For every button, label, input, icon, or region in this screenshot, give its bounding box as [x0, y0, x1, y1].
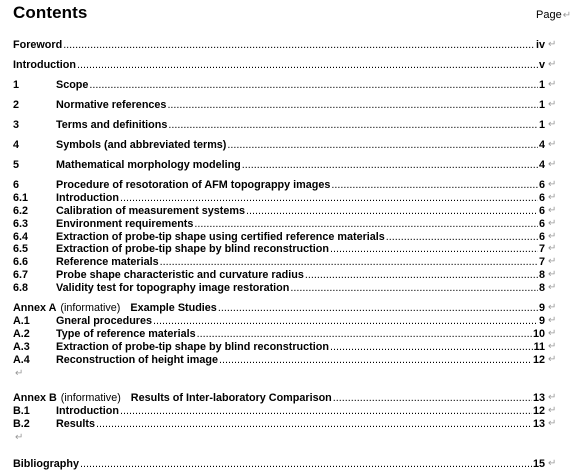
paragraph-mark-icon: ↵	[548, 243, 557, 254]
toc-entry-title: Type of reference materials	[56, 328, 196, 340]
toc-entry-page-number: 12	[532, 405, 545, 417]
toc-entry[interactable]	[13, 418, 545, 431]
toc-entry-number: 1	[13, 79, 20, 91]
toc-entry-title: Procedure of resotoration of AFM topograppy images	[56, 179, 331, 191]
paragraph-mark-icon: ↵	[548, 231, 557, 242]
toc-entry[interactable]	[13, 315, 545, 328]
dot-leader	[290, 282, 538, 295]
dot-leader	[153, 315, 538, 328]
dot-leader	[80, 458, 532, 471]
paragraph-mark-icon: ↵	[548, 315, 557, 326]
toc-entry[interactable]	[13, 179, 545, 192]
toc-entry[interactable]	[13, 218, 545, 231]
paragraph-mark-icon: ↵	[548, 282, 557, 293]
toc-entry-title: Reconstruction of height image	[56, 354, 218, 366]
toc-entry[interactable]	[13, 159, 545, 172]
page-column-label: Page↵	[536, 9, 571, 21]
paragraph-mark-icon: ↵	[548, 341, 557, 352]
toc-entry[interactable]	[13, 282, 545, 295]
toc-entry-number: 6.3	[13, 218, 29, 230]
toc-entry-page-number: 7	[538, 256, 545, 268]
toc-entry[interactable]	[13, 205, 545, 218]
toc-entry-page-number: 1	[538, 99, 545, 111]
toc-entry-page-number: 6	[538, 179, 545, 191]
paragraph-mark-icon: ↵	[548, 39, 557, 50]
toc-entry-informative-tag: (informative)	[60, 392, 121, 404]
toc-entry-number: 6.7	[13, 269, 29, 281]
dot-leader	[218, 302, 538, 315]
toc-entry-title: Extraction of probe-tip shape using certified reference materials	[56, 231, 385, 243]
toc-entry-page-number: 1	[538, 119, 545, 131]
toc-entry[interactable]	[13, 59, 545, 72]
dot-leader	[330, 243, 538, 256]
toc-entry-page-number: 11	[533, 341, 545, 353]
dot-leader	[333, 392, 532, 405]
toc-entry-page-number: iv	[535, 39, 545, 51]
toc-entry-number: 6.5	[13, 243, 29, 255]
toc-entry-page-number: 6	[538, 218, 545, 230]
toc-entry-page-number: 13	[532, 418, 545, 430]
toc-entry-number: Annex B	[13, 392, 57, 404]
toc-entry-page-number: 7	[538, 243, 545, 255]
toc-entry[interactable]	[13, 302, 545, 315]
toc-entry[interactable]	[13, 256, 545, 269]
toc-entry-title: Introduction	[56, 405, 119, 417]
toc-entry[interactable]	[13, 269, 545, 282]
toc-entry-title: Reference materials	[56, 256, 159, 268]
toc-entry-page-number: 6	[538, 192, 545, 204]
paragraph-mark-icon: ↵	[548, 119, 557, 130]
toc-entry[interactable]	[13, 243, 545, 256]
toc-entry-page-number: 8	[538, 282, 545, 294]
paragraph-mark-icon: ↵	[548, 192, 557, 203]
dot-leader	[160, 256, 538, 269]
toc-entry-number: A.1	[13, 315, 30, 327]
toc-entry[interactable]	[13, 39, 545, 52]
paragraph-mark-icon: ↵	[548, 302, 557, 313]
toc-entry-title: Results	[56, 418, 96, 430]
dot-leader	[77, 59, 538, 72]
dot-leader	[194, 218, 538, 231]
dot-leader	[89, 79, 538, 92]
toc-entry-number: A.2	[13, 328, 30, 340]
toc-entry-number: Annex A	[13, 302, 57, 314]
toc-entry-number: 4	[13, 139, 20, 151]
dot-leader	[227, 139, 538, 152]
toc-entry-page-number: 6	[538, 205, 545, 217]
paragraph-mark-icon: ↵	[548, 139, 557, 150]
dot-leader	[246, 205, 538, 218]
paragraph-mark-icon: ↵	[548, 354, 557, 365]
dot-leader	[96, 418, 532, 431]
toc-entry-title: Probe shape characteristic and curvature radius	[56, 269, 304, 281]
paragraph-mark-icon: ↵	[548, 392, 557, 403]
toc-entry-number: B.2	[13, 418, 30, 430]
paragraph-mark-icon: ↵	[548, 256, 557, 267]
toc-entry-title: Extraction of probe-tip shape by blind reconstruction	[56, 341, 329, 353]
toc-entry-number: 6	[13, 179, 20, 191]
toc-entry-page-number: 4	[538, 139, 545, 151]
paragraph-mark-icon: ↵	[548, 269, 557, 280]
toc-entry-title: Environment requirements	[56, 218, 194, 230]
toc-entry-page-number: 1	[538, 79, 545, 91]
toc-entry[interactable]	[13, 328, 545, 341]
toc-entry-title: Results of Inter-laboratory Comparison	[130, 392, 332, 404]
paragraph-mark-icon: ↵	[15, 432, 24, 443]
toc-entry[interactable]	[13, 99, 545, 112]
paragraph-mark-icon: ↵	[548, 205, 557, 216]
paragraph-mark-icon: ↵	[548, 99, 557, 110]
toc-entry-page-number: 10	[532, 328, 545, 340]
toc-entry[interactable]	[13, 354, 545, 367]
toc-entry-page-number: 13	[532, 392, 545, 404]
toc-entry-title: Symbols (and abbreviated terms)	[56, 139, 227, 151]
toc-entry-number: 6.6	[13, 256, 29, 268]
toc-entry[interactable]	[13, 79, 545, 92]
paragraph-mark-icon: ↵	[548, 179, 557, 190]
paragraph-mark-icon: ↵	[548, 218, 557, 229]
toc-entry-page-number: 4	[538, 159, 545, 171]
toc-entry[interactable]	[13, 119, 545, 132]
toc-entry-title: Validity test for topography image restoration	[56, 282, 290, 294]
paragraph-mark-icon: ↵	[548, 405, 557, 416]
toc-entry-title: Introduction	[13, 59, 76, 71]
toc-entry-title: Foreword	[13, 39, 63, 51]
dot-leader	[219, 354, 532, 367]
dot-leader	[167, 99, 538, 112]
toc-entry-number: 3	[13, 119, 20, 131]
toc-entry-number: 5	[13, 159, 20, 171]
paragraph-mark-icon: ↵	[548, 328, 557, 339]
dot-leader	[197, 328, 532, 341]
toc-entry-title: Extraction of probe-tip shape by blind reconstruction	[56, 243, 329, 255]
toc-entry-page-number: v	[538, 59, 545, 71]
toc-entry-number: A.4	[13, 354, 30, 366]
toc-entry-title: Bibliography	[13, 458, 79, 470]
toc-entry-informative-tag: (informative)	[60, 302, 121, 314]
dot-leader	[242, 159, 538, 172]
toc-entry-title: Scope	[56, 79, 89, 91]
toc-entry-page-number: 6	[538, 231, 545, 243]
toc-entry-page-number: 8	[538, 269, 545, 281]
toc-entry-number: A.3	[13, 341, 30, 353]
toc-entry[interactable]	[13, 458, 545, 471]
toc-entry-title: Normative references	[56, 99, 167, 111]
paragraph-mark-icon: ↵	[548, 458, 557, 469]
paragraph-mark-icon: ↵	[15, 368, 24, 379]
dot-leader	[305, 269, 538, 282]
toc-entry-title: Gneral procedures	[56, 315, 153, 327]
toc-entry[interactable]	[13, 139, 545, 152]
toc-entry-number: 6.4	[13, 231, 29, 243]
page-title: Contents	[13, 3, 88, 22]
dot-leader	[330, 341, 533, 354]
toc-entry-title: Introduction	[56, 192, 119, 204]
toc-entry-number: 2	[13, 99, 20, 111]
paragraph-mark-icon: ↵	[548, 159, 557, 170]
toc-entry[interactable]	[13, 192, 545, 205]
paragraph-mark-icon: ↵	[562, 10, 571, 21]
toc-entry-title: Mathematical morphology modeling	[56, 159, 241, 171]
dot-leader	[63, 39, 535, 52]
toc-entry-page-number: 9	[538, 315, 545, 327]
toc-entry-number: 6.2	[13, 205, 29, 217]
dot-leader	[168, 119, 538, 132]
toc-entry-title: Calibration of measurement systems	[56, 205, 246, 217]
toc-entry-number: B.1	[13, 405, 30, 417]
dot-leader	[120, 405, 532, 418]
toc-entry[interactable]	[13, 405, 545, 418]
dot-leader	[331, 179, 538, 192]
toc-entry-title: Terms and definitions	[56, 119, 168, 131]
toc-entry[interactable]	[13, 341, 545, 354]
toc-entry-page-number: 12	[532, 354, 545, 366]
toc-entry-page-number: 9	[538, 302, 545, 314]
toc-entry-title: Example Studies	[130, 302, 217, 314]
paragraph-mark-icon: ↵	[548, 79, 557, 90]
paragraph-mark-icon: ↵	[548, 59, 557, 70]
toc-entry-page-number: 15	[532, 458, 545, 470]
toc-entry[interactable]	[13, 392, 545, 405]
dot-leader	[120, 192, 538, 205]
toc-entry-number: 6.1	[13, 192, 29, 204]
toc-entry-number: 6.8	[13, 282, 29, 294]
paragraph-mark-icon: ↵	[548, 418, 557, 429]
